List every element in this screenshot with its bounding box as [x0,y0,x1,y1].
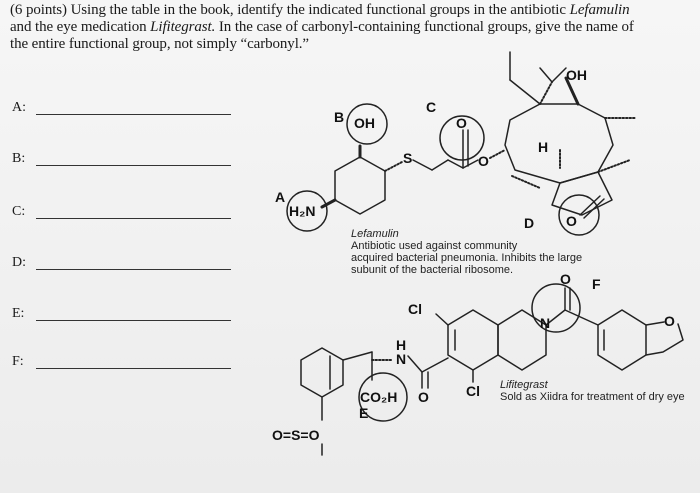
atom-o-ester: O [478,153,489,169]
lefamulin-caption-line2: acquired bacterial pneumonia. Inhibits the large [351,252,583,264]
atom-o-f: O [560,271,571,287]
lifitegrast-caption [500,379,695,403]
lefamulin-caption [351,228,621,276]
answer-label-b: B: [12,151,26,166]
drug-name-lifitegrast: Lifitegrast. [150,19,216,35]
lefamulin-caption-name: Lefamulin [351,228,399,240]
lifitegrast-piperidine-ring [498,310,546,370]
lefamulin-caption-line3: subunit of the bacterial ribosome. [351,264,514,276]
atom-o-d: O [566,213,577,229]
atom-s: S [403,150,413,166]
atom-sulfonyl: O=S=O [272,427,320,443]
atom-o-amide: O [418,389,429,405]
answer-label-c: C: [12,204,26,219]
question-text-1: Using the table in the book, identify the indicated functional groups in the antibiotic [66,2,570,18]
atom-o-c: O [456,115,467,131]
atom-cl-top: Cl [408,301,422,317]
atom-cl-bottom: Cl [466,383,480,399]
atom-nh-n: N [396,351,407,367]
answer-label-e: E: [12,306,25,321]
atom-co2h: CO₂H [360,389,398,405]
lefamulin-caption-line1: Antibiotic used against community [351,240,518,252]
lefamulin-five-ring [552,172,612,215]
lifitegrast-benzene-ring [301,348,343,397]
answer-label-f: F: [12,354,24,369]
marker-a: A [275,189,286,205]
question-text-3: In the case of carbonyl-containing functional groups, give the name of the entire functional group, not simply “carbonyl.” [10,19,634,52]
answer-label-d: D: [12,255,26,270]
marker-b: B [334,109,345,125]
lefamulin-eight-ring [505,104,613,183]
marker-d: D [524,215,535,231]
atom-o-furan: O [664,313,675,329]
atom-oh-b: OH [354,115,375,131]
marker-f: F [592,276,601,292]
question-text-2: and the eye medication [10,19,151,35]
marker-c: C [426,99,437,115]
atom-nh-h: H [396,337,407,353]
atom-oh-top: OH [566,67,587,83]
drug-name-lefamulin: Lefamulin [569,2,630,18]
lifitegrast-caption-name: Lifitegrast [500,379,548,391]
answer-label-a: A: [12,100,26,115]
marker-e: E [359,405,369,421]
question-points: (6 points) [10,2,67,18]
lefamulin-cyclohexane-ring [335,157,385,214]
lifitegrast-benzofuran-ring [598,310,646,370]
lifitegrast-caption-line1: Sold as Xiidra for treatment of dry eye [500,391,685,403]
atom-h2n: H₂N [289,203,316,219]
atom-n-ring: N [540,315,551,331]
atom-h: H [538,139,549,155]
